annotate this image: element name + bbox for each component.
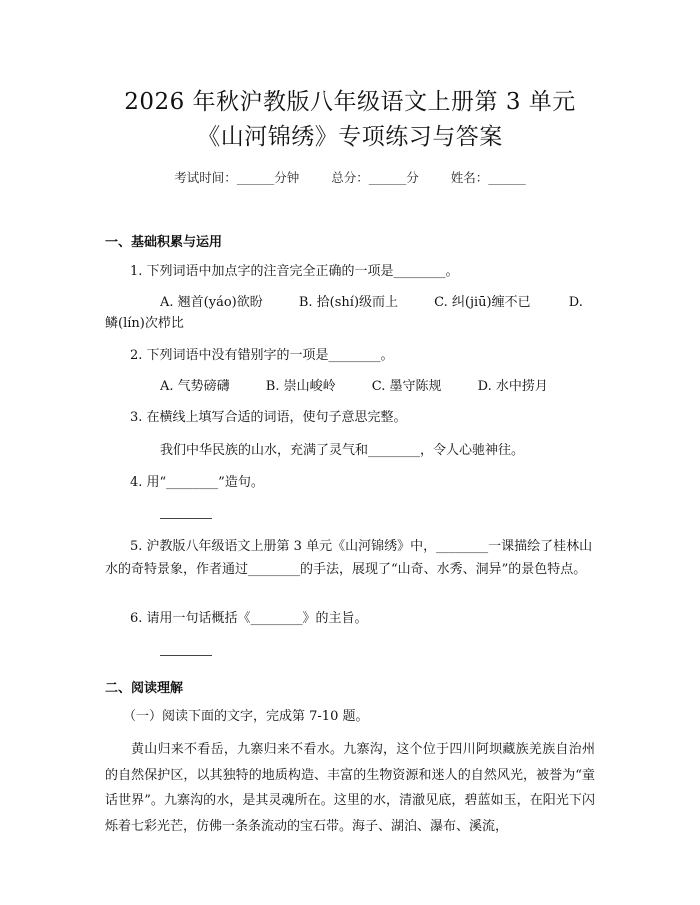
question-3: 3. 在横线上填写合适的词语，使句子意思完整。 (130, 410, 407, 425)
option-d-text: 鳞(lín)次栉比 (105, 316, 184, 331)
question-3-sentence: 我们中华民族的山水，充满了灵气和________，令人心驰神往。 (160, 443, 525, 458)
question-1: 1. 下列词语中加点字的注音完全正确的一项是________。 (130, 264, 459, 279)
question-6: 6. 请用一句话概括《________》的主旨。 (130, 611, 368, 626)
section-heading-1: 一、基础积累与运用 (105, 235, 223, 250)
option-a: A. 气势磅礴 (160, 379, 230, 394)
answer-blank-6[interactable] (160, 655, 212, 656)
option-d: D. (568, 295, 583, 310)
question-1-options (160, 293, 583, 313)
option-c: C. 墨守陈规 (371, 379, 442, 394)
exam-meta (0, 168, 700, 186)
section-heading-2: 二、阅读理解 (105, 681, 184, 696)
title-line-1: 2026 年秋沪教版八年级语文上册第 3 单元 (124, 89, 576, 115)
question-2-options (160, 377, 548, 397)
answer-blank-4[interactable] (160, 518, 212, 519)
reading-intro: （一）阅读下面的文字，完成第 7-10 题。 (123, 709, 369, 724)
exam-score: 总分：______分 (331, 170, 419, 185)
option-b: B. 崇山峻岭 (265, 379, 336, 394)
title-line-2: 《山河锦绣》专项练习与答案 (197, 124, 503, 150)
option-b: B. 拾(shí)级而上 (298, 295, 399, 310)
question-5: 5. 沪教版八年级语文上册第 3 单元《山河锦绣》中，________一课描绘了桂林山水的奇特景象，作者通过________的手法，展现了“山奇、水秀、洞异”的景色特点。 (105, 539, 593, 577)
question-4: 4. 用“________”造句。 (130, 475, 264, 490)
option-c: C. 纠(jiū)缠不已 (434, 295, 531, 310)
question-2: 2. 下列词语中没有错别字的一项是________。 (130, 348, 394, 363)
option-d: D. 水中捞月 (477, 379, 548, 394)
student-name: 姓名：______ (450, 170, 526, 185)
reading-passage: 黄山归来不看岳，九寨归来不看水。九寨沟，这个位于四川阿坝藏族羌族自治州的自然保护区，以其独特的地质构造、丰富的生物资源和迷人的自然风光，被誉为“童话世界”。九寨沟的水，是其灵魂所在。这里的水，清澈见底，碧蓝如玉，在阳光下闪烁着七彩光芒，仿佛一条条流动的宝石带。海子、湖泊、瀑布、溪流， (105, 742, 595, 834)
exam-time: 考试时间：______分钟 (174, 170, 300, 185)
option-a: A. 翘首(yáo)欲盼 (160, 295, 263, 310)
